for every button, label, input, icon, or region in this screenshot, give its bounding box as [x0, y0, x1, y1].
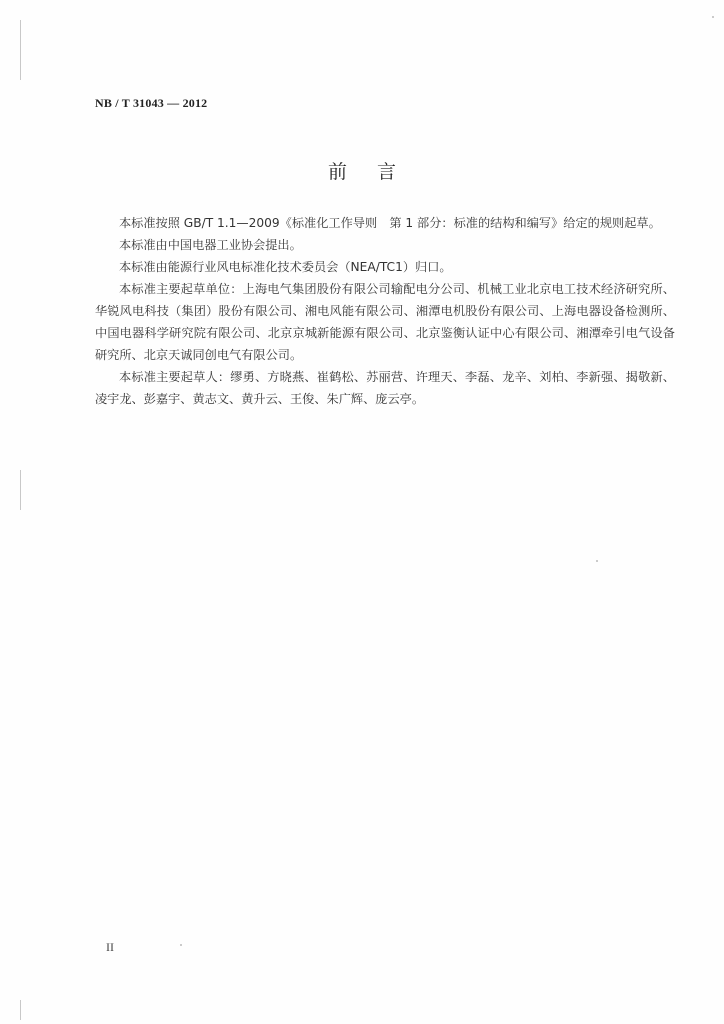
paragraph-drafters: 本标准主要起草人：缪勇、方晓燕、崔鹤松、苏丽营、许理天、李磊、龙辛、刘柏、李新强、揭敬新、凌宇龙、彭嘉宇、黄志文、黄升云、王俊、朱广辉、庞云亭。 [95, 370, 675, 406]
scan-speck [712, 16, 714, 18]
page-title: 前言 [327, 161, 426, 183]
paragraph-drafting-units: 本标准主要起草单位：上海电气集团股份有限公司输配电分公司、机械工业北京电工技术经济研究所、华锐风电科技（集团）股份有限公司、湘电风能有限公司、湘潭电机股份有限公司、上海电器设备检测所、中国电器科学研究院有限公司、北京京城新能源有限公司、北京鉴衡认证中心有限公司、湘潭牵引电气设备研究所、北京天诚同创电气有限公司。 [95, 282, 675, 362]
paragraph-proposer: 本标准由中国电器工业协会提出。 [119, 238, 302, 252]
paragraph-administration: 本标准由能源行业风电标准化技术委员会（NEA/TC1）归口。 [119, 260, 452, 274]
scan-speck [596, 560, 598, 562]
binding-marks [20, 0, 24, 1024]
standard-number: NB / T 31043 — 2012 [95, 96, 208, 110]
paragraph-drafting-rules: 本标准按照 GB/T 1.1—2009《标准化工作导则 第 1 部分：标准的结构和编写》给定的规则起草。 [119, 216, 661, 230]
foreword-body [95, 212, 675, 410]
page-number: II [106, 940, 114, 954]
scan-speck [180, 944, 182, 946]
